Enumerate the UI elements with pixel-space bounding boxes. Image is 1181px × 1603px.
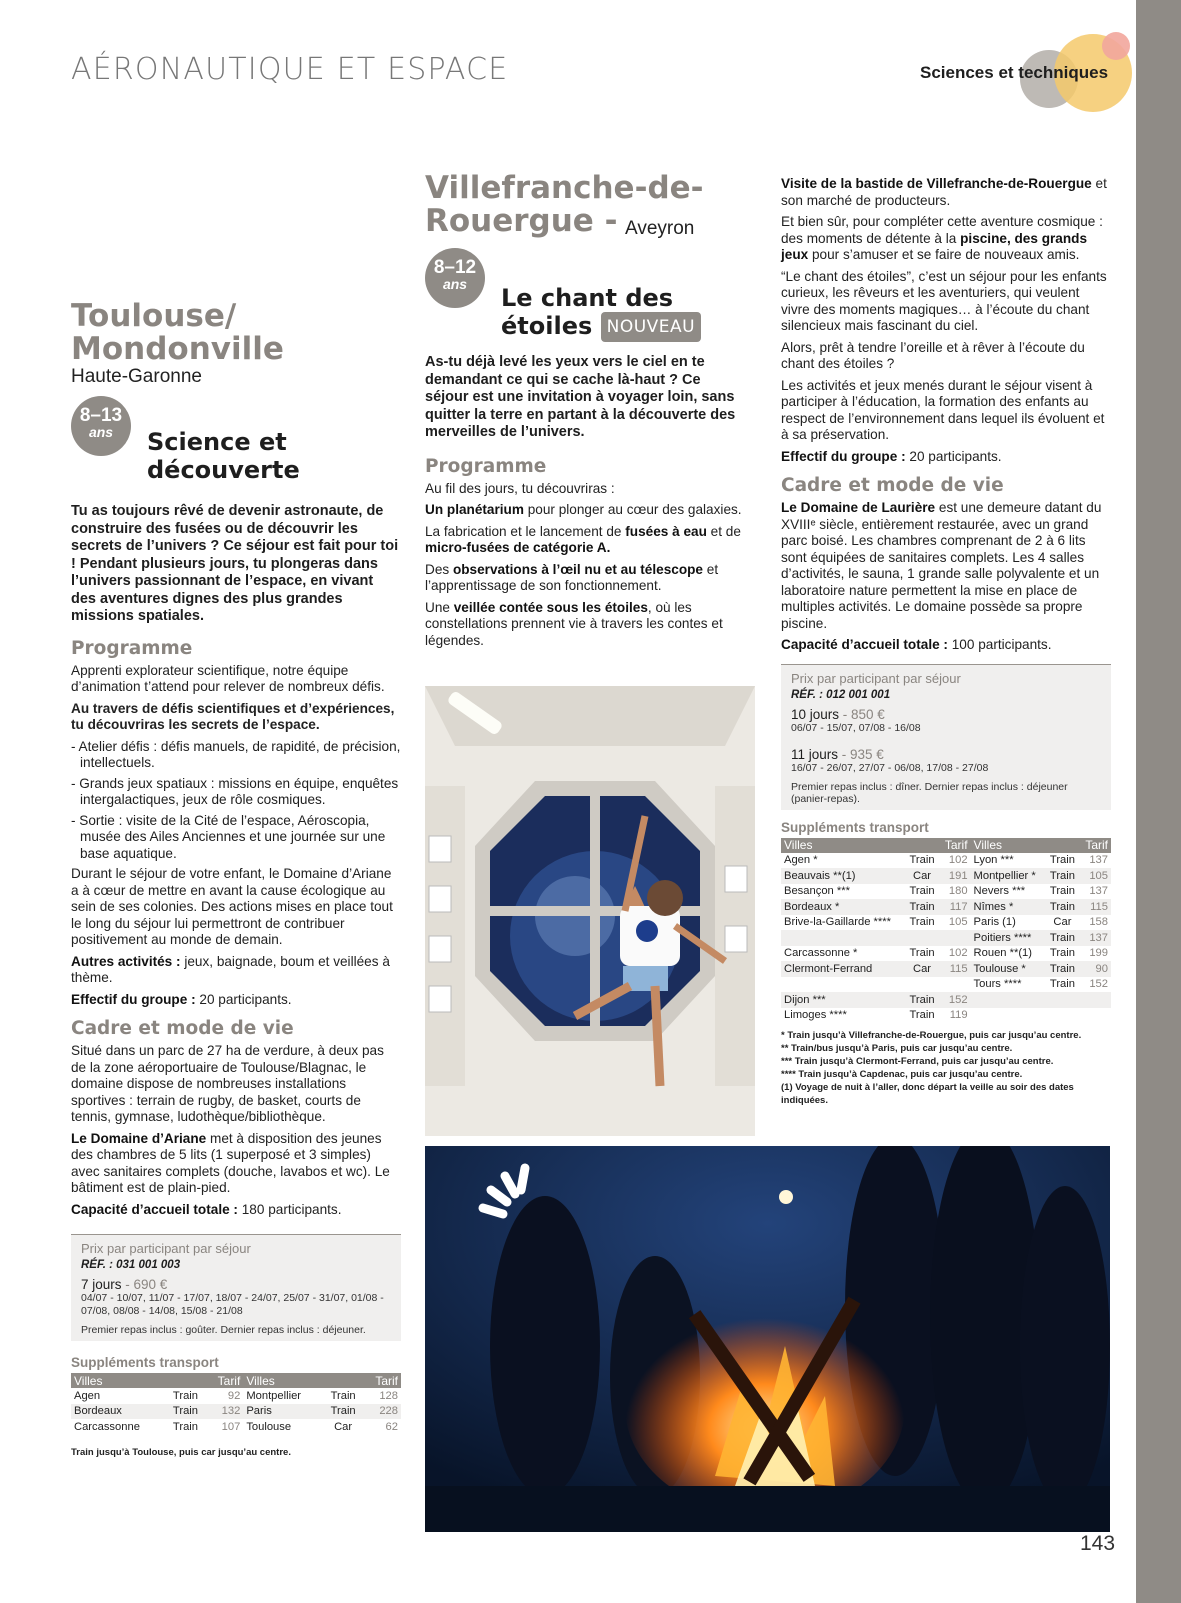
other-activities-label: Autres activités : (71, 953, 181, 969)
new-badge: NOUVEAU (601, 312, 701, 342)
programme-lead: Au fil des jours, tu découvriras : (425, 480, 615, 496)
city: Poitiers **** (971, 930, 1046, 946)
mode: Car (334, 1420, 353, 1433)
item-bold: Un planétarium (425, 502, 524, 517)
villefranche-right-column (781, 176, 1111, 1107)
concept-text: “Le chant des étoiles”, c’est un séjour pour les enfants curieux, les rêveurs et les aventuriers, qui veulent vivre des moments magiques… à l’écoute du chant silencieux mais fascinant du ciel. (781, 268, 1107, 333)
transport-table (781, 838, 1111, 1024)
col-city: Villes (971, 838, 1080, 853)
group-size (781, 449, 1111, 466)
programme-item (425, 562, 745, 595)
ecology-text: Durant le séjour de votre enfant, le Domaine d’Ariane a à cœur de mettre en avant la cause écologique au sein de ses colonies. Des actions mises en place tout le long du séjour lui permettront de contribuer positivement au monde de demain. (71, 866, 393, 947)
table-row (781, 992, 1111, 1008)
city: Montpellier * (971, 868, 1046, 884)
city: Paris (1) (973, 916, 1016, 929)
item-bold: veillée contée sous les étoiles (453, 599, 648, 615)
price: 180 (948, 885, 968, 898)
footnote: (1) Voyage de nuit à l’aller, donc départ la veille au soir des dates indiquées. (781, 1082, 1074, 1106)
capacity (71, 1202, 401, 1219)
leisure-lead: Et bien sûr, pour compléter cette aventure cosmique : des moments de détente à la (781, 214, 1103, 246)
mode: Train (1045, 961, 1079, 977)
price: 107 (221, 1420, 241, 1433)
city: Lyon *** (973, 854, 1014, 867)
intro-text: As-tu déjà levé les yeux vers le ciel en te demandant ce qui se cache là-haut ? Ce séjour est une invitation à voyager loin, sans quitter la terre en partant à la découverte des merveilles de l’univers. (425, 354, 736, 440)
price-title: Prix par participant par séjour (81, 1241, 251, 1256)
city: Carcassonne * (784, 947, 858, 960)
city: Dijon *** (781, 992, 905, 1008)
stay-title: Science et découverte (147, 428, 300, 484)
price (1080, 1008, 1112, 1024)
villefranche-column (425, 172, 745, 654)
price: 128 (379, 1389, 398, 1402)
price: 191 (939, 868, 970, 884)
mode: Train (1045, 930, 1079, 946)
city: Nevers *** (973, 885, 1026, 898)
city: Tours **** (973, 978, 1022, 991)
table-row (781, 899, 1111, 915)
price: 62 (385, 1420, 398, 1433)
price-note: Premier repas inclus : goûter. Dernier repas inclus : déjeuner. (81, 1324, 366, 1336)
price (939, 930, 970, 946)
programme-item (425, 502, 745, 519)
mode: Train (905, 992, 939, 1008)
col-price: Tarif (206, 1373, 244, 1388)
table-row (781, 961, 1111, 977)
city: Toulouse (246, 1420, 292, 1433)
city: Besançon *** (784, 885, 850, 898)
price-duration (81, 1277, 391, 1292)
visit-bold: Visite de la bastide de Villefranche-de-Rouergue (781, 176, 1092, 191)
city: Clermont-Ferrand (781, 961, 905, 977)
age-badge (71, 396, 131, 456)
cadre-text: Situé dans un parc de 27 ha de verdure, à deux pas de la zone aéroportuaire de Toulouse/Blagnac, le domaine dispose de nombreuses installations sportives : terrain de rugby, de basket, courts de tennis, gymnase, ludothèque/bibliothèque. (71, 1043, 384, 1124)
price-title: Prix par participant par séjour (791, 670, 961, 686)
table-row (781, 915, 1111, 931)
price-box (781, 664, 1111, 810)
price: 92 (227, 1389, 241, 1402)
city (781, 930, 905, 946)
price-ref: RÉF. : 012 001 001 (791, 688, 891, 701)
campfire-night-image (425, 1146, 1110, 1532)
place-title: Toulouse/ Mondonville (71, 298, 284, 367)
price: 105 (1080, 868, 1112, 884)
price-dates: 16/07 - 26/07, 27/07 - 06/08, 17/08 - 27/08 (791, 761, 989, 774)
programme-heading: Programme (425, 455, 547, 477)
city: Bordeaux * (781, 899, 905, 915)
footnote: ** Train/bus jusqu’à Paris, puis car jusqu’au centre. (781, 1043, 1013, 1054)
item-bold: fusées à eau (625, 523, 707, 539)
page-edge-band (1136, 0, 1181, 1603)
programme-item: - Atelier défis : défis manuels, de rapidité, de précision, intellectuels. (71, 738, 401, 770)
domaine-name: Le Domaine de Laurière (781, 500, 936, 515)
duration: 7 jours (81, 1277, 122, 1292)
price: 228 (363, 1404, 401, 1420)
mode: Train (909, 947, 935, 960)
region: Haute-Garonne (71, 366, 202, 387)
col-price: Tarif (1080, 838, 1112, 853)
invite-text: Alors, prêt à tendre l’oreille et à rêver à l’écoute du chant des étoiles ? (781, 339, 1085, 371)
price-note: Premier repas inclus : dîner. Dernier repas inclus : déjeuner (panier-repas). (791, 780, 1068, 805)
capacity (781, 637, 1111, 654)
city: Carcassonne (74, 1420, 140, 1433)
city: Nîmes * (971, 899, 1046, 915)
price: 132 (206, 1404, 244, 1420)
mode: Train (172, 1420, 198, 1433)
mode: Train (1049, 885, 1075, 898)
rooms-text: met à disposition des jeunes des chambres de 5 lits (1 superposé et 3 simples) avec sanitaires complets (douche, lavabos et wc). Le bâtiment est de plain-pied. (71, 1130, 390, 1195)
table-row (71, 1388, 401, 1404)
price-amount: 850 € (851, 706, 885, 722)
mode: Train (1045, 899, 1079, 915)
price: 115 (1080, 899, 1112, 915)
table-row (781, 853, 1111, 869)
footnote: * Train jusqu’à Villefranche-de-Rouergue, puis car jusqu’au centre. (781, 1030, 1082, 1041)
transport-footnote: Train jusqu’à Toulouse, puis car jusqu’au centre. (71, 1446, 291, 1458)
page-number: 143 (1080, 1532, 1116, 1555)
footnote: **** Train jusqu’à Capdenac, puis car jusqu’au centre. (781, 1069, 1023, 1080)
visit-rest: et son marché de producteurs. (781, 176, 1107, 208)
price: 137 (1080, 930, 1112, 946)
group-size-label: Effectif du groupe : (781, 448, 906, 464)
price-amount: 690 € (133, 1277, 168, 1292)
mode: Train (1049, 947, 1075, 960)
group-size-value: 20 participants. (195, 991, 292, 1007)
footnote: *** Train jusqu’à Clermont-Ferrand, puis car jusqu’au centre. (781, 1056, 1054, 1067)
price: 90 (1080, 961, 1112, 977)
col-city: Villes (781, 838, 939, 853)
mode: Train (905, 899, 939, 915)
age-badge (425, 248, 485, 308)
mode: Train (909, 916, 935, 929)
col-price: Tarif (939, 838, 970, 853)
domaine-name: Le Domaine d’Ariane (71, 1130, 207, 1146)
price-amount: 935 € (850, 746, 884, 762)
item-text: Des (425, 561, 453, 577)
table-row (71, 1404, 401, 1420)
price: 102 (948, 854, 968, 867)
mode (905, 977, 939, 993)
cadre-text (781, 500, 1111, 632)
city: Rouen **(1) (973, 947, 1033, 960)
city: Beauvais **(1) (781, 868, 905, 884)
city (971, 992, 1046, 1008)
visit-text (781, 176, 1111, 209)
price-duration (791, 747, 1101, 762)
stay-title: Le chant des étoiles (501, 284, 674, 340)
price: 117 (939, 899, 970, 915)
city (781, 977, 905, 993)
astronaut-girl-image (425, 686, 755, 1136)
mode: Train (330, 1389, 356, 1402)
intro-text: Tu as toujours rêvé de devenir astronaute, de construire des fusées ou de découvrir les secrets de l’univers ? Ce séjour est fait pour toi ! Pendant plusieurs jours, tu plongeras dans l’univers passionnant de l’espace, en vivant des aventures dignes des plus grandes missions spatiales. (71, 503, 399, 624)
capacity-label: Capacité d’accueil totale : (781, 637, 948, 652)
price: 102 (948, 947, 968, 960)
city: Limoges **** (784, 1009, 847, 1022)
table-row (781, 930, 1111, 946)
capacity-value: 100 participants. (947, 637, 1052, 652)
item-bold: micro-fusées de catégorie A. (425, 540, 611, 555)
duration: 11 jours (791, 746, 839, 762)
table-row (781, 977, 1111, 993)
group-size (71, 992, 401, 1009)
price: 119 (949, 1009, 968, 1022)
table-row (781, 946, 1111, 962)
price: 152 (1089, 978, 1108, 991)
programme-item (425, 600, 745, 650)
price-dates: 06/07 - 15/07, 07/08 - 16/08 (791, 721, 921, 734)
capacity-label: Capacité d’accueil totale : (71, 1201, 238, 1217)
transport-footnotes (781, 1029, 1111, 1107)
space-station-photo (425, 686, 755, 1136)
mode: Train (1049, 854, 1075, 867)
programme-heading: Programme (71, 637, 193, 659)
capacity-value: 180 participants. (237, 1201, 342, 1217)
villefranche-heading (425, 172, 745, 238)
leisure-rest: pour s’amuser et se faire de nouveaux amis. (808, 247, 1080, 262)
mode: Car (1053, 916, 1072, 929)
group-size-value: 20 participants. (905, 448, 1002, 464)
city: Brive-la-Gaillarde **** (784, 916, 891, 929)
price: 152 (939, 992, 970, 1008)
education-text: Les activités et jeux menés durant le séjour visent à participer à l’éducation, la formation des enfants au respect de l’environnement dans lequel ils évoluent et à sa préservation. (781, 377, 1105, 442)
leisure-bold: piscine, des grands jeux (781, 230, 1088, 262)
programme-text: Apprenti explorateur scientifique, notre équipe d’animation t’attend pour relever de nombreux défis. (71, 662, 385, 694)
price: 115 (939, 961, 970, 977)
programme-item (425, 524, 745, 557)
mode: Train (165, 1404, 206, 1420)
mode (1045, 1008, 1079, 1024)
col-city: Villes (71, 1373, 206, 1388)
price-dates: 04/07 - 10/07, 11/07 - 17/07, 18/07 - 24/07, 25/07 - 31/07, 01/08 - 07/08, 08/08 - 14/08, 15/08 - 21/08 (81, 1292, 384, 1317)
price-separator: - (838, 746, 851, 762)
city: Agen (74, 1389, 101, 1402)
mode: Train (323, 1404, 364, 1420)
price: 158 (1089, 916, 1108, 929)
city: Bordeaux (71, 1404, 165, 1420)
item-text: et de (706, 523, 741, 539)
age-range: 8–13 (79, 405, 123, 426)
mode: Train (909, 885, 935, 898)
mode (1045, 992, 1079, 1008)
item-text: et l’apprentissage de son fonctionnement. (425, 561, 719, 593)
category-label: Sciences et techniques (920, 63, 1109, 82)
price-separator: - (839, 706, 852, 722)
pink-circle (1102, 32, 1130, 60)
place-title: Villefranche-de- Rouergue - (425, 170, 704, 239)
programme-highlight: Au travers de défis scientifiques et d’expériences, tu découvriras les secrets de l’espace. (71, 700, 395, 732)
price (1080, 992, 1112, 1008)
city: Agen * (784, 854, 818, 867)
price-duration (791, 707, 1101, 722)
campfire-photo (425, 1146, 1110, 1532)
age-unit: ans (88, 424, 114, 440)
city (971, 1008, 1046, 1024)
group-size-label: Effectif du groupe : (71, 991, 196, 1007)
mode: Train (1045, 868, 1079, 884)
duration: 10 jours (791, 706, 840, 722)
item-bold: observations à l’œil nu et au télescope (452, 561, 703, 577)
item-text: Une (425, 599, 454, 615)
mode: Car (905, 868, 939, 884)
price: 105 (948, 916, 968, 929)
price: 199 (1089, 947, 1108, 960)
mode: Train (1049, 978, 1075, 991)
other-activities (71, 954, 401, 987)
section-title: AÉRONAUTIQUE ET ESPACE (71, 52, 509, 87)
programme-item: - Sortie : visite de la Cité de l’espace, Aéroscopia, musée des Ailes Anciennes et une journée sur une base aquatique. (71, 812, 386, 861)
price: 137 (1089, 854, 1108, 867)
col-price: Tarif (363, 1373, 401, 1388)
table-row (71, 1419, 401, 1435)
stay-title-block (501, 284, 731, 342)
mode: Train (172, 1389, 198, 1402)
table-row (781, 884, 1111, 900)
city: Toulouse * (971, 961, 1046, 977)
cadre-description: est une demeure datant du XVIIIᵉ siècle, entièrement restaurée, avec un grand parc boisé. Les chambres comprenant de 2 à 6 lits sont équipées de sanitaires complets. Les 4 salles d’activités, le sauna, 1 grande salle polyvalente et un laboratoire nature permettent la mise en place de multiples activités. Le domaine possède sa propre piscine. (781, 500, 1102, 631)
item-text: , où les constellations prennent vie à travers les contes et légendes. (425, 599, 723, 648)
price-separator: - (121, 1277, 134, 1292)
cadre-heading: Cadre et mode de vie (781, 475, 1004, 496)
table-row (781, 1008, 1111, 1024)
programme-item: - Grands jeux spatiaux : missions en équipe, enquêtes intergalactiques, jeux de rôle cosmiques. (71, 775, 399, 807)
toulouse-column (71, 300, 401, 1459)
transport-table (71, 1373, 401, 1435)
cadre-heading: Cadre et mode de vie (71, 1018, 294, 1039)
region: Aveyron (625, 218, 695, 239)
stay-header (425, 248, 745, 346)
city: Paris (243, 1404, 322, 1420)
age-range: 8–12 (433, 257, 477, 278)
stay-header (71, 396, 401, 492)
col-city: Villes (243, 1373, 363, 1388)
price-box (71, 1234, 401, 1341)
price (939, 977, 970, 993)
price-ref: RÉF. : 031 001 003 (81, 1259, 181, 1271)
transport-title: Suppléments transport (71, 1355, 219, 1370)
mode: Train (909, 1009, 935, 1022)
item-text: La fabrication et le lancement de (425, 523, 626, 539)
mode (905, 930, 939, 946)
mode: Car (905, 961, 939, 977)
item-text: pour plonger au cœur des galaxies. (523, 502, 742, 517)
transport-title: Suppléments transport (781, 819, 929, 835)
cadre-rooms (71, 1131, 401, 1197)
price: 137 (1089, 885, 1108, 898)
table-row (781, 868, 1111, 884)
age-unit: ans (442, 276, 468, 292)
mode: Train (909, 854, 935, 867)
leisure-text (781, 214, 1111, 264)
city: Montpellier (246, 1389, 302, 1402)
other-activities-value: jeux, baignade, boum et veillées à thème. (71, 953, 390, 985)
